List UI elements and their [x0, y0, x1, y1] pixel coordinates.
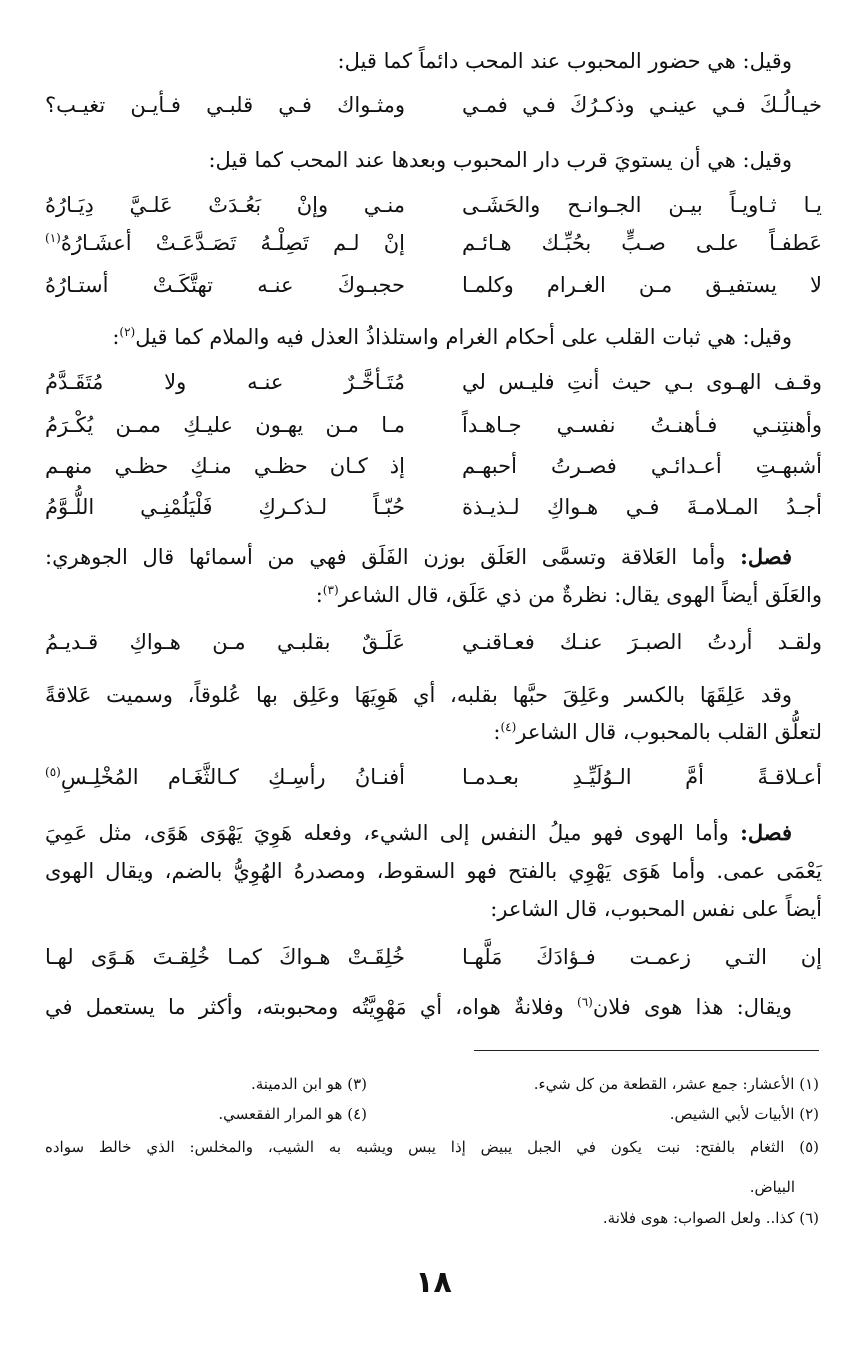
verse-hemistich-first: أجـدُ المـلامـةَ فـي هـواكِ لـذيـذة: [462, 495, 822, 519]
footnote-5-continued: البياض.: [749, 1178, 795, 1196]
text-line: [45, 717, 822, 747]
verse-hemistich-second: حجبـوكَ عنـه تهتَّكَـتْ أستـارُهُ: [45, 273, 405, 297]
footnote-ref: (٥): [45, 765, 61, 779]
footnote-2: (٢) الأبيات لأبي الشيص.: [669, 1105, 819, 1123]
verse-hemistich-second: ومثـواك فـي قلبـي فـأيـن تغيـب؟: [45, 93, 405, 117]
verse-hemistich-first: إن التـي زعمـت فـؤادَكَ مَلَّهـا: [462, 945, 822, 969]
text-span: وقيل: هي ثبات القلب على أحكام الغرام واستلذاذُ العذل فيه والملام كما قيل: [135, 325, 792, 349]
verse-hemistich-second: منـي وإنْ بَعُـدَتْ عَلـيَّ دِيَـارُهُ: [45, 193, 405, 217]
text-span: :: [493, 720, 501, 744]
verse-hemistich-second: عَلَـقٌ بقلبـي مـن هـواكِ قـديـمُ: [45, 630, 405, 654]
text-span: :: [315, 583, 323, 607]
text-line: أيضاً على نفس المحبوب، قال الشاعر:: [490, 897, 822, 921]
verse-hemistich-second: خُلِقَـتْ هـواكَ كمـا خُلِقـتَ هَـوًى لهـا: [45, 945, 405, 969]
verse-hemistich-first: لا يستفيـق مـن الغـرام وكلمـا: [462, 273, 822, 297]
text-span: وأما الهوى فهو ميلُ النفس إلى الشيء، وفعله هَوِيَ يَهْوَى هَوًى، مثل عَمِيَ: [45, 821, 729, 845]
text-span: ويقال: هذا هوى فلان: [592, 995, 792, 1019]
text-line: وقيل: هي أن يستويَ قرب دار المحبوب وبعدها عند المحب كما قيل:: [208, 148, 792, 172]
verse-2: [45, 188, 822, 222]
verse-9: [45, 625, 822, 659]
footnote-1: (١) الأعشار: جمع عشر، القطعة من كل شيء.: [533, 1075, 819, 1093]
verse-hemistich-first: وقـف الهـوى بـي حيث أنتِ فليـس لي: [462, 370, 822, 394]
verse-7: [45, 449, 822, 483]
verse-5: [45, 365, 822, 399]
verse-hemistich-first: أعـلاقـةً أمَّ الـوُلَيِّـدِ بعـدمـا: [462, 765, 822, 789]
text-line: [45, 992, 792, 1022]
verse-text: إنْ لـم تَصِلْـهُ تَصَـدَّعَـتْ أعشَـارُهُ: [60, 231, 405, 255]
text-line: [45, 322, 792, 352]
verse-8: [45, 490, 822, 524]
text-span: :: [112, 325, 120, 349]
verse-hemistich-first: خيـالُـكَ فـي عينـي وذكـرُكَ فـي فمـي: [462, 93, 822, 117]
text-span: لتعلُّق القلب بالمحبوب، قال الشاعر: [516, 720, 822, 744]
text-line: [45, 818, 792, 848]
footnote-ref: (٢): [119, 325, 136, 339]
footnote-4: (٤) هو المرار الفقعسي.: [218, 1105, 367, 1123]
verse-hemistich-first: وأهنتِنـي فـأهنـتُ نفسـي جـاهـداً: [462, 413, 822, 437]
verse-hemistich-first: ولقـد أردتُ الصبـرَ عنـك فعـاقنـي: [462, 630, 822, 654]
verse-hemistich-first: عَطفـاً علـى صـبٍّ بحُبِّـك هـائـم: [462, 231, 822, 255]
verse-10: [45, 760, 822, 794]
text-line: يَعْمَى عمى. وأما هَوَى يَهْوِي بالفتح فهو السقوط، ومصدرهُ الهُوِيُّ بالضم، ويقال الهوى: [45, 859, 822, 883]
section-label: فصل:: [740, 820, 792, 845]
footnote-ref: (٣): [322, 583, 339, 597]
text-line: [45, 580, 822, 610]
verse-1: [45, 88, 822, 122]
verse-hemistich-second: حُبّـاً لـذكـركِ فَلْيَلُمْنِـي اللُّـوَّمُ: [45, 495, 405, 519]
footnote-ref: (٦): [577, 995, 593, 1009]
verse-hemistich-second: إذ كـان حظـي منـكِ حظـي منهـم: [45, 454, 405, 478]
text-span: والعَلَق أيضاً الهوى يقال: نظرةٌ من ذي عَلَق، قال الشاعر: [338, 583, 822, 607]
verse-6: [45, 408, 822, 442]
footnote-3: (٣) هو ابن الدمينة.: [250, 1075, 367, 1093]
verse-hemistich-first: أشبهـتِ أعـدائـي فصـرتُ أحبهـم: [462, 454, 822, 478]
verse-hemistich-second: [45, 226, 405, 260]
text-span: وفلانةٌ هواه، أي مَهْوِيَّتُه ومحبوبته، وأكثر ما يستعمل في: [45, 995, 564, 1019]
text-line: وقد عَلِقَهَا بالكسر وعَلِقَ حبَّها بقلبه، أي هَوِيَهَا وعَلِق بها عُلوقاً، وسميت عَلاقةً: [45, 683, 792, 707]
verse-hemistich-second: مُتَـأخَّـرٌ عنـه ولا مُتَقَـدَّمُ: [45, 370, 405, 394]
text-line: [45, 542, 792, 572]
footnote-divider: [474, 1050, 819, 1051]
verse-hemistich-second: [45, 760, 405, 794]
footnote-6: (٦) كذا.. ولعل الصواب: هوى فلانة.: [602, 1209, 819, 1227]
verse-4: [45, 268, 822, 302]
footnote-ref: (٤): [500, 720, 517, 734]
text-span: وأما العَلاقة وتسمَّى العَلَق بوزن الفَلَق فهي من أسمائها قال الجوهري:: [45, 545, 726, 569]
footnote-ref: (١): [45, 231, 61, 245]
verse-text: أفنـانُ رأسِـكِ كـالثَّغَـام المُخْلِـسِ: [60, 765, 405, 789]
verse-hemistich-first: يـا ثـاويـاً بيـن الجـوانـح والحَشَـى: [462, 193, 822, 217]
verse-3: [45, 226, 822, 260]
page-number: ١٨: [415, 1265, 452, 1300]
verse-hemistich-second: مـا مـن يهـون عليـكِ ممـن يُكْـرَمُ: [45, 413, 405, 437]
section-label: فصل:: [740, 544, 792, 569]
text-line: وقيل: هي حضور المحبوب عند المحب دائماً كما قيل:: [337, 49, 792, 73]
footnote-5: (٥) الثغام بالفتح: نبت يكون في الجبل يبيض إذا يبس ويشبه به الشيب، والمخلس: الذي خالط سواده: [45, 1138, 819, 1156]
verse-11: [45, 940, 822, 974]
